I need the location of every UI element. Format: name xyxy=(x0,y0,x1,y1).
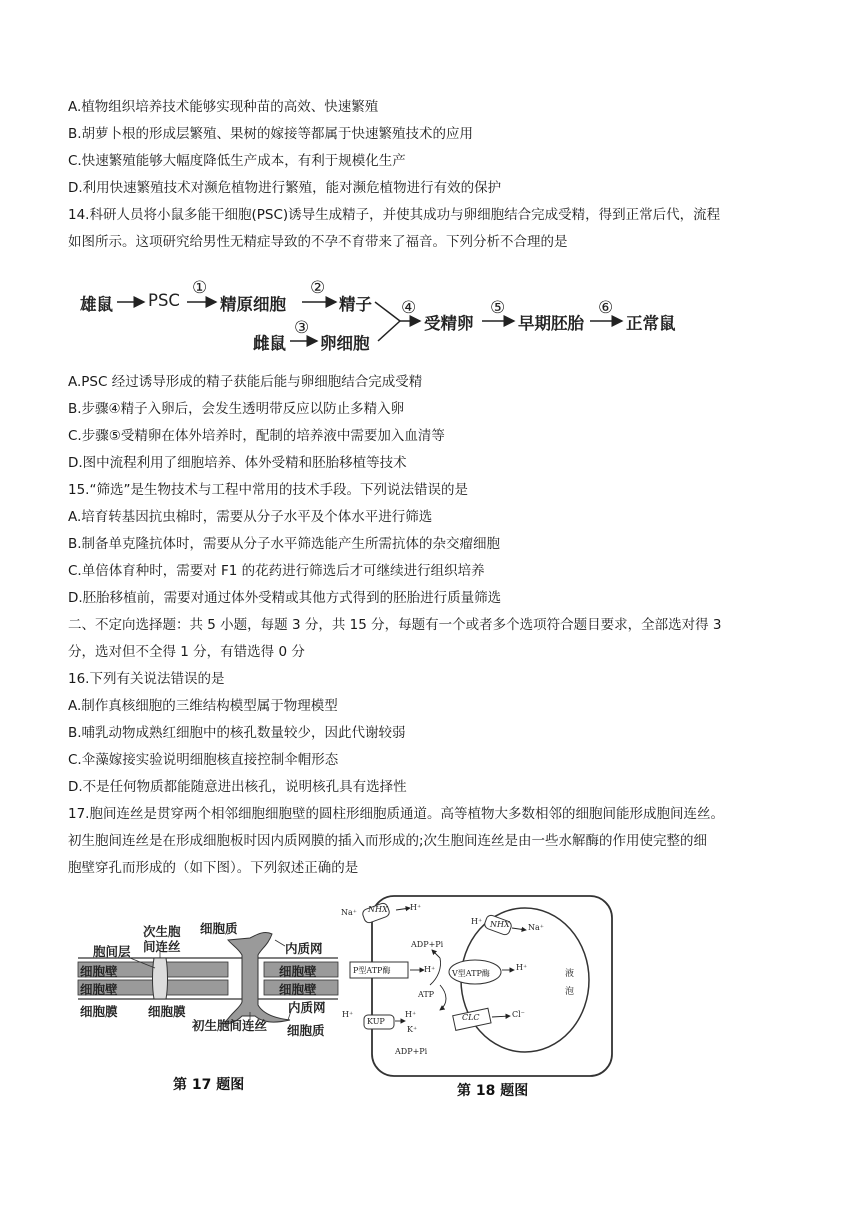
fig18-atp: ATP xyxy=(418,990,435,999)
q14-option-d: D.图中流程利用了细胞培养、体外受精和胚胎移植等技术 xyxy=(68,455,407,471)
fig17-label-membrane-mid: 细胞膜 xyxy=(148,1004,186,1019)
fig17-label-wall-right2: 细胞壁 xyxy=(279,982,317,997)
flow-egg: 卵细胞 xyxy=(320,334,370,353)
flow-male-mouse: 雄鼠 xyxy=(80,295,113,314)
q13-option-b: B.胡萝卜根的形成层繁殖、果树的嫁接等都属于快速繁殖技术的应用 xyxy=(68,126,474,142)
q15-option-b: B.制备单克隆抗体时，需要从分子水平筛选能产生所需抗体的杂交瘤细胞 xyxy=(68,536,501,552)
flow-step-3: ③ xyxy=(294,318,310,338)
fig17-label-wall-left1: 细胞壁 xyxy=(80,964,118,979)
q14-stem-line1: 14.科研人员将小鼠多能干细胞(PSC)诱导生成精子，并使其成功与卵细胞结合完成受精，得到正常后代，流程 xyxy=(68,207,721,223)
fig18-nhx-top: NHX xyxy=(368,905,388,914)
fig18-adp-pi-bottom: ADP+Pi xyxy=(395,1047,428,1056)
fig18-na-inner: Na⁺ xyxy=(528,923,544,932)
fig18-clc: CLC xyxy=(462,1013,480,1022)
q13-option-d: D.利用快速繁殖技术对濒危植物进行繁殖，能对濒危植物进行有效的保护 xyxy=(68,180,502,196)
fig18-adp-pi-top: ADP+Pi xyxy=(411,940,444,949)
fig18-p-atpase: P型ATP酶 xyxy=(353,966,391,975)
fig17-label-cytoplasm-bottom: 细胞质 xyxy=(287,1023,325,1038)
fig18-h2: H⁺ xyxy=(471,917,483,926)
q14-stem-line2: 如图所示。这项研究给男性无精症导致的不孕不育带来了福音。下列分析不合理的是 xyxy=(68,234,568,250)
fig18-vacuole-2: 泡 xyxy=(565,987,575,997)
q15-stem: 15.“筛选”是生物技术与工程中常用的技术手段。下列说法错误的是 xyxy=(68,482,468,498)
fig17-label-secondary1: 次生胞 xyxy=(143,924,181,939)
q16-option-b: B.哺乳动物成熟红细胞中的核孔数量较少，因此代谢较弱 xyxy=(68,725,406,741)
flow-spermatogonium: 精原细胞 xyxy=(220,295,286,314)
fig17-caption: 第 17 题图 xyxy=(173,1077,245,1093)
q16-option-a: A.制作真核细胞的三维结构模型属于物理模型 xyxy=(68,698,338,714)
fig18-vacuole-1: 液 xyxy=(565,969,575,979)
fig18-cl: Cl⁻ xyxy=(512,1010,525,1019)
flow-step-6: ⑥ xyxy=(598,298,614,318)
section2-line1: 二、不定向选择题：共 5 小题，每题 3 分，共 15 分，每题有一个或者多个选项符合题目要求，全部选对得 3 xyxy=(68,617,722,633)
fig17-label-secondary2: 间连丝 xyxy=(143,939,181,954)
flow-normal-mouse: 正常鼠 xyxy=(626,314,676,333)
q14-option-a: A.PSC 经过诱导形成的精子获能后能与卵细胞结合完成受精 xyxy=(68,374,423,390)
q16-option-c: C.伞藻嫁接实验说明细胞核直接控制伞帽形态 xyxy=(68,752,339,768)
flow-sperm: 精子 xyxy=(339,295,372,314)
flow-psc: PSC xyxy=(148,291,180,310)
fig17-label-wall-right1: 细胞壁 xyxy=(279,964,317,979)
fig18-k: K⁺ xyxy=(407,1025,418,1034)
fig17-label-er-top: 内质网 xyxy=(285,941,323,956)
q17-stem-line3: 胞壁穿孔而形成的（如下图）。下列叙述正确的是 xyxy=(68,860,359,876)
flow-step-2: ② xyxy=(310,278,326,298)
fig18-kup: KUP xyxy=(367,1017,385,1026)
q15-option-a: A.培育转基因抗虫棉时，需要从分子水平及个体水平进行筛选 xyxy=(68,509,433,525)
fig18-na-top: Na⁺ xyxy=(341,908,357,917)
q13-option-c: C.快速繁殖能够大幅度降低生产成本，有利于规模化生产 xyxy=(68,153,406,169)
q16-option-d: D.不是任何物质都能随意进出核孔，说明核孔具有选择性 xyxy=(68,779,407,795)
fig17-label-primary: 初生胞间连丝 xyxy=(192,1018,268,1033)
fig18-v-atpase: V型ATP酶 xyxy=(452,969,490,978)
q15-option-d: D.胚胎移植前，需要对通过体外受精或其他方式得到的胚胎进行质量筛选 xyxy=(68,590,502,606)
fig17-label-er-bottom: 内质网 xyxy=(288,1000,326,1015)
fig18-nhx-inner: NHX xyxy=(490,920,510,929)
fig18-h4: H⁺ xyxy=(516,963,528,972)
flow-zygote: 受精卵 xyxy=(424,314,474,333)
q17-stem-line2: 初生胞间连丝是在形成细胞板时因内质网膜的插入而形成的;次生胞间连丝是由一些水解酶的作用使完整的细 xyxy=(68,833,708,849)
q16-stem: 16.下列有关说法错误的是 xyxy=(68,671,225,687)
fig18-h5: H⁺ xyxy=(342,1010,354,1019)
q14-option-b: B.步骤④精子入卵后，会发生透明带反应以防止多精入卵 xyxy=(68,401,405,417)
fig18-caption: 第 18 题图 xyxy=(457,1083,529,1099)
fig17-label-wall-left2: 细胞壁 xyxy=(80,982,118,997)
fig17-label-cytoplasm-top: 细胞质 xyxy=(200,921,238,936)
section2-line2: 分，选对但不全得 1 分，有错选得 0 分 xyxy=(68,644,305,660)
fig17-label-membrane-left: 细胞膜 xyxy=(80,1004,118,1019)
flow-step-4: ④ xyxy=(401,298,417,318)
fig17-label-middle-lamella: 胞间层 xyxy=(93,944,131,959)
flow-step-5: ⑤ xyxy=(490,298,506,318)
q13-option-a: A.植物组织培养技术能够实现种苗的高效、快速繁殖 xyxy=(68,99,379,115)
flow-female-mouse: 雌鼠 xyxy=(253,334,286,353)
flow-step-1: ① xyxy=(192,278,208,298)
q15-option-c: C.单倍体育种时，需要对 F1 的花药进行筛选后才可继续进行组织培养 xyxy=(68,563,485,579)
flow-early-embryo: 早期胚胎 xyxy=(518,314,584,333)
q17-stem-line1: 17.胞间连丝是贯穿两个相邻细胞细胞壁的圆柱形细胞质通道。高等植物大多数相邻的细胞间能形成胞间连丝。 xyxy=(68,806,724,822)
fig18-h6: H⁺ xyxy=(405,1010,417,1019)
q14-option-c: C.步骤⑤受精卵在体外培养时，配制的培养液中需要加入血清等 xyxy=(68,428,445,444)
fig18-h3: H⁺ xyxy=(424,965,436,974)
fig18-h1: H⁺ xyxy=(410,903,422,912)
